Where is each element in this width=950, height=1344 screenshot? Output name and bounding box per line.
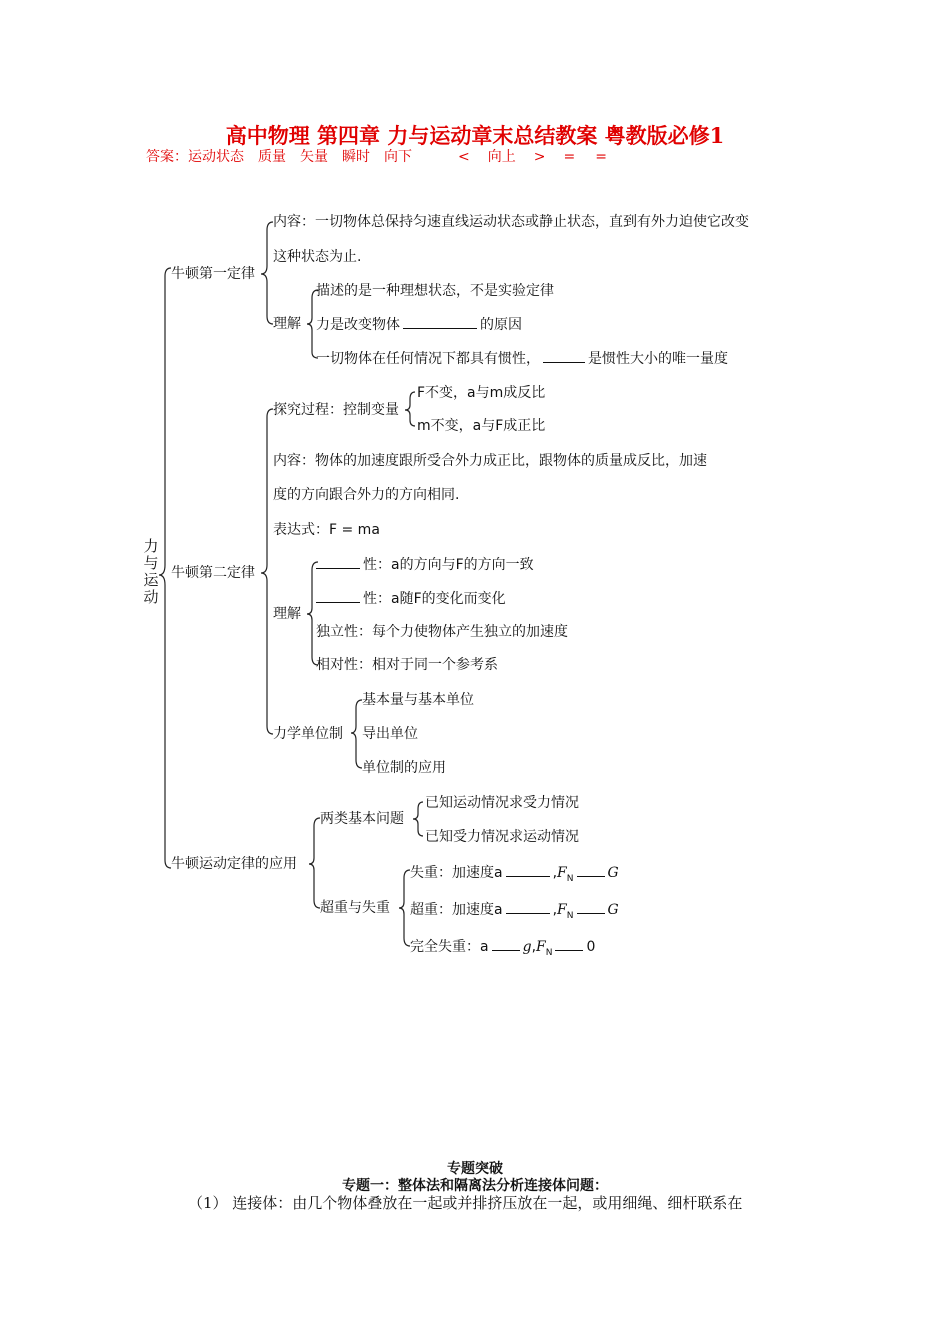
law2-units-label: 力学单位制 xyxy=(273,726,343,742)
law1-content-line1: 内容：一切物体总保持匀速直线运动状态或静止状态，直到有外力迫使它改变 xyxy=(273,214,749,230)
answer-line xyxy=(146,146,621,166)
fill-blank xyxy=(403,316,477,329)
law2-explore-1: F不变，a与m成反比 xyxy=(417,385,546,401)
topic-heading: 专题一：整体法和隔离法分析连接体问题： xyxy=(342,1178,608,1194)
fill-blank xyxy=(555,938,583,951)
g-symbol: G xyxy=(607,902,619,918)
fill-blank xyxy=(492,938,520,951)
law2-unit-3: 单位制的应用 xyxy=(362,760,446,776)
law1-point2-suffix: 的原因 xyxy=(480,317,522,333)
fn-subscript: N xyxy=(566,910,574,921)
answer-item: 矢量 xyxy=(300,149,328,165)
answer-item: 质量 xyxy=(258,149,286,165)
law2-explore-2: m不变，a与F成正比 xyxy=(417,418,546,434)
law2-explore-label: 探究过程：控制变量 xyxy=(273,402,399,418)
fill-blank xyxy=(577,864,605,877)
answer-item: = xyxy=(563,149,576,165)
answer-item: > xyxy=(533,149,546,165)
overweight-row: 超重：加速度a $,F_N$ G xyxy=(410,902,619,921)
law2-unit-1: 基本量与基本单位 xyxy=(362,692,474,708)
law2-property4: 相对性：相对于同一个参考系 xyxy=(316,657,498,673)
complete-weightlessness-row: 完全失重：a $g,F_N$ 0 xyxy=(410,939,596,958)
fn-symbol: F xyxy=(557,865,567,881)
law1-label: 牛顿第一定律 xyxy=(171,266,255,282)
law1-point3 xyxy=(316,350,728,367)
g-symbol: G xyxy=(607,865,619,881)
fn-symbol: F xyxy=(557,902,567,918)
law1-understand-label: 理解 xyxy=(273,316,301,332)
law2-property2-text: 性：a随F的变化而变化 xyxy=(363,591,506,607)
law1-point1: 描述的是一种理想状态，不是实验定律 xyxy=(316,283,554,299)
fill-blank xyxy=(506,864,550,877)
app-overweight-label: 超重与失重 xyxy=(320,900,390,916)
root-node-label: 力与运动 xyxy=(143,537,159,606)
fill-blank xyxy=(316,556,360,569)
law1-point2-prefix: 力是改变物体 xyxy=(316,317,400,333)
answer-item: 运动状态 xyxy=(188,149,244,165)
law2-property3: 独立性：每个力使物体产生独立的加速度 xyxy=(316,624,568,640)
weightlessness-text: 失重：加速度a xyxy=(410,865,503,881)
law2-property2 xyxy=(316,590,506,607)
section-heading: 专题突破 xyxy=(447,1161,503,1177)
answer-item: 向下 xyxy=(384,149,412,165)
answer-item: 向上 xyxy=(487,149,516,165)
zero-value: 0 xyxy=(586,939,596,955)
weightlessness-row: 失重：加速度a $,F_N$ G xyxy=(410,865,619,884)
app-two-kinds-label: 两类基本问题 xyxy=(320,811,404,827)
law2-content-line1: 内容：物体的加速度跟所受合外力成正比，跟物体的质量成反比，加速 xyxy=(273,453,707,469)
app-two-kinds-1: 已知运动情况求受力情况 xyxy=(425,795,579,811)
answer-item: 瞬时 xyxy=(342,149,370,165)
law1-point3-suffix: 是惯性大小的唯一量度 xyxy=(588,351,728,367)
fill-blank xyxy=(506,901,550,914)
small-g-symbol: g xyxy=(522,939,532,955)
fn-subscript: N xyxy=(566,873,574,884)
law1-point3-prefix: 一切物体在任何情况下都具有惯性， xyxy=(316,351,540,367)
law2-unit-2: 导出单位 xyxy=(362,726,418,742)
law2-expression: 表达式：F = ma xyxy=(273,522,380,538)
fill-blank xyxy=(316,590,360,603)
overweight-text: 超重：加速度a xyxy=(410,902,503,918)
fill-blank xyxy=(543,350,585,363)
page-title: 高中物理 第四章 力与运动章末总结教案 粤教版必修1 xyxy=(225,123,725,148)
fn-subscript: N xyxy=(545,947,553,958)
answer-label: 答案： xyxy=(146,149,188,165)
app-two-kinds-2: 已知受力情况求运动情况 xyxy=(425,829,579,845)
fn-symbol: F xyxy=(536,939,546,955)
law2-content-line2: 度的方向跟合外力的方向相同. xyxy=(273,487,460,503)
app-label: 牛顿运动定律的应用 xyxy=(171,856,297,872)
law2-property1 xyxy=(316,556,534,573)
answer-item: = xyxy=(595,149,607,165)
law2-understand-label: 理解 xyxy=(273,606,301,622)
body-paragraph-line: （1） 连接体：由几个物体叠放在一起或并排挤压放在一起，或用细绳、细杆联系在 xyxy=(188,1194,743,1212)
fill-blank xyxy=(577,901,605,914)
law1-point2 xyxy=(316,316,522,333)
complete-weightlessness-text: 完全失重：a xyxy=(410,939,489,955)
law2-property1-text: 性：a的方向与F的方向一致 xyxy=(363,557,534,573)
law2-label: 牛顿第二定律 xyxy=(171,565,255,581)
answer-item: < xyxy=(458,149,470,165)
law1-content-line2: 这种状态为止. xyxy=(273,249,362,265)
